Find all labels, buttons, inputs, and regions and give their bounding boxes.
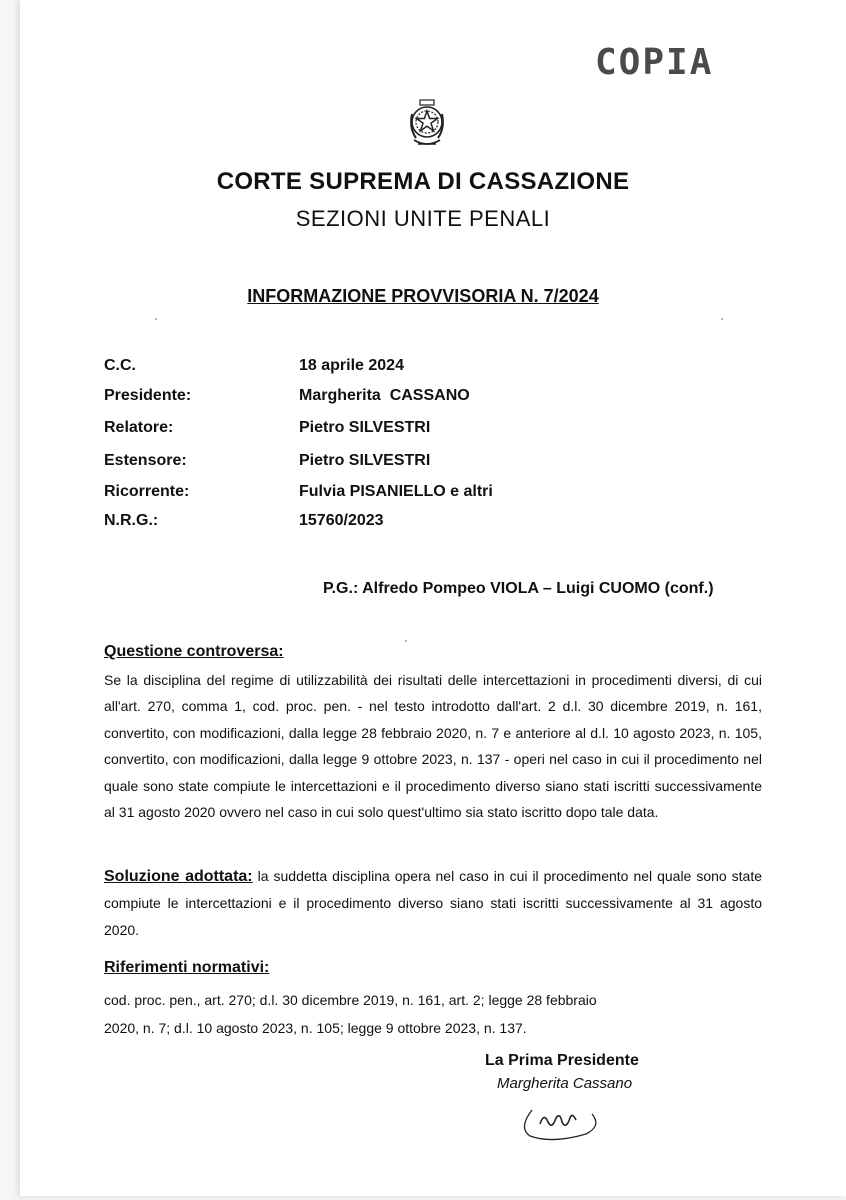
document-title: INFORMAZIONE PROVVISORIA N. 7/2024 — [247, 286, 599, 306]
field-value-relatore: Pietro SILVESTRI — [299, 419, 431, 436]
procuratore-generale: P.G.: Alfredo Pompeo VIOLA – Luigi CUOMO (conf.) — [323, 580, 714, 597]
soluzione-text: la suddetta disciplina opera nel caso in cui il procedimento nel quale sono state compiute le intercettazioni e il procedimento diverso siano stati iscritti successivamente al 31 agosto 2020. — [104, 868, 763, 938]
scan-speck — [155, 318, 157, 320]
field-value-cc: 18 aprile 2024 — [299, 357, 404, 374]
field-label-presidente: Presidente: — [104, 387, 192, 404]
riferimenti-line-1: cod. proc. pen., art. 270; d.l. 30 dicembre 2019, n. 161, art. 2; legge 28 febbraio — [104, 992, 597, 1008]
riferimenti-line-2: 2020, n. 7; d.l. 10 agosto 2023, n. 105; legge 9 ottobre 2023, n. 137. — [104, 1020, 527, 1036]
soluzione-heading: Soluzione adottata: — [104, 868, 253, 885]
field-label-nrg: N.R.G.: — [104, 512, 159, 529]
riferimenti-heading: Riferimenti normativi: — [104, 959, 270, 976]
field-value-ricorrente: Fulvia PISANIELLO e altri — [299, 483, 493, 500]
questione-heading: Questione controversa: — [104, 643, 284, 660]
scan-speck — [721, 318, 723, 320]
field-value-presidente: Margherita CASSANO — [299, 387, 470, 404]
italian-republic-emblem-icon — [406, 98, 448, 154]
signature-title: La Prima Presidente — [485, 1052, 639, 1069]
soluzione-paragraph — [104, 863, 762, 943]
court-name: CORTE SUPREMA DI CASSAZIONE — [216, 168, 630, 195]
scan-speck — [405, 640, 407, 642]
field-label-relatore: Relatore: — [104, 419, 174, 436]
signature-name: Margherita Cassano — [497, 1075, 633, 1092]
field-value-estensore: Pietro SILVESTRI — [299, 452, 431, 469]
court-section: SEZIONI UNITE PENALI — [295, 206, 551, 231]
field-value-nrg: 15760/2023 — [299, 512, 384, 529]
questione-text: Se la disciplina del regime di utilizzabilità dei risultati delle intercettazioni in procedimenti diversi, di cui all'art. 270, comma 1, cod. proc. pen. - nel testo introdotto dall'art. 2 d.l. 30 dicembre 2019, n. 161, convertito, con modificazioni, dalla legge 28 febbraio 2020, n. 7 e anteriore al d.l. 10 agosto 2023, n. 105, convertito, con modificazioni, dalla legge 9 ottobre 2023, n. 137 - operi nel caso in cui il procedimento nel quale sono state compiute le intercettazioni e il procedimento diverso siano stati iscritti successivamente al 31 agosto 2020 ovvero nel caso in cui solo quest'ultimo sia stato iscritto dopo tale data. — [104, 672, 762, 821]
handwritten-signature — [512, 1098, 604, 1148]
copia-stamp: COPIA — [595, 42, 714, 83]
field-label-cc: C.C. — [104, 357, 136, 374]
field-label-ricorrente: Ricorrente: — [104, 483, 190, 500]
field-label-estensore: Estensore: — [104, 452, 187, 469]
